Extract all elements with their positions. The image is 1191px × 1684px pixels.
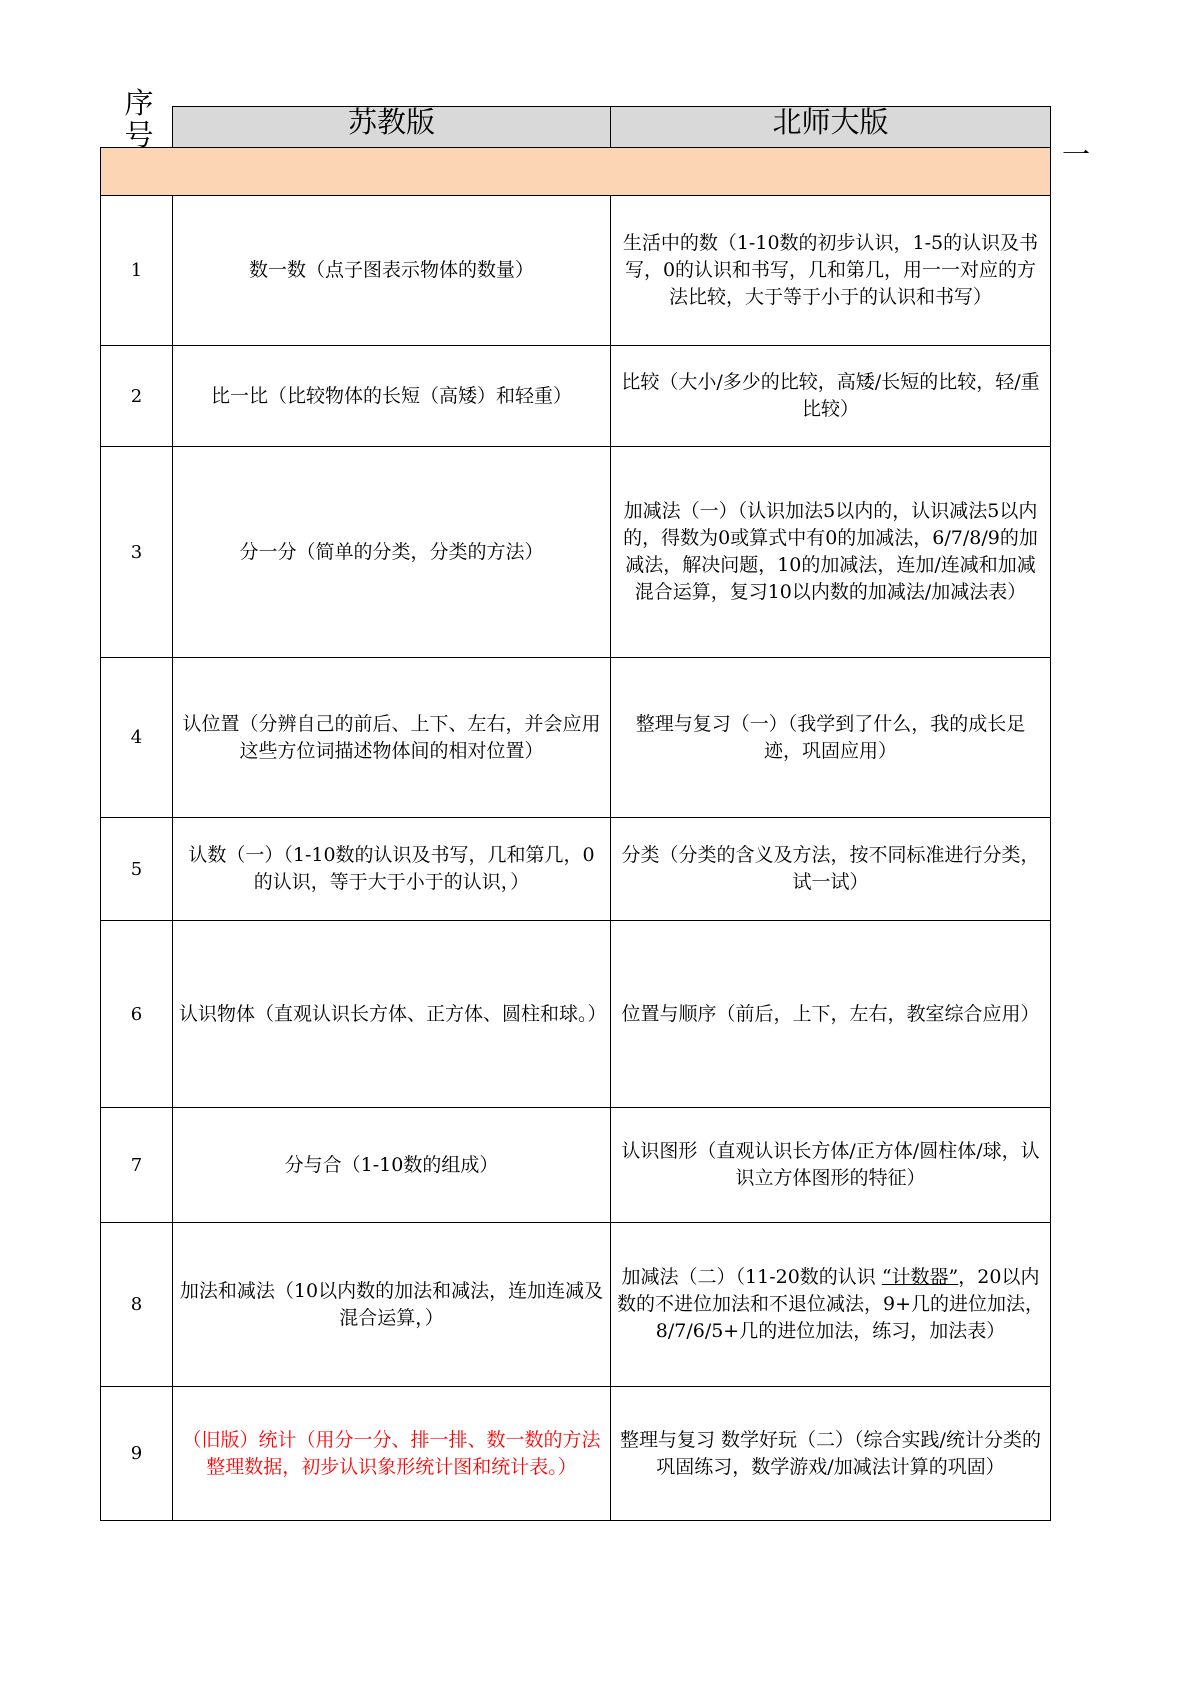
sujiao-cell: 认识物体（直观认识长方体、正方体、圆柱和球。） xyxy=(173,921,611,1108)
row-number: 2 xyxy=(101,346,173,447)
header-row xyxy=(101,107,1051,148)
beishida-text-a: 加减法（二）（11-20数的认识 xyxy=(621,1266,882,1288)
section-band xyxy=(101,148,1051,196)
counter-term: “计数器” xyxy=(881,1266,959,1288)
sujiao-cell: 分一分（简单的分类，分类的方法） xyxy=(173,447,611,658)
row-number: 8 xyxy=(101,1223,173,1387)
row-number: 5 xyxy=(101,818,173,921)
section-band-row xyxy=(101,148,1051,196)
sujiao-cell: 加法和减法（10以内数的加法和减法，连加连减及混合运算，） xyxy=(173,1223,611,1387)
table-row xyxy=(101,921,1051,1108)
table-row xyxy=(101,1223,1051,1387)
row-number: 6 xyxy=(101,921,173,1108)
sujiao-cell: 数一数（点子图表示物体的数量） xyxy=(173,196,611,346)
row-number: 9 xyxy=(101,1387,173,1521)
row-number: 7 xyxy=(101,1108,173,1223)
table-row xyxy=(101,346,1051,447)
table-row xyxy=(101,658,1051,818)
curriculum-comparison-table xyxy=(100,85,1051,1521)
table-row xyxy=(101,1387,1051,1521)
beishida-cell: 整理与复习（一）（我学到了什么，我的成长足迹，巩固应用） xyxy=(611,658,1051,818)
beishida-cell: 加减法（一）（认识加法5以内的，认识减法5以内的，得数为0或算式中有0的加减法，6/7/8/9的加减法，解决问题，10的加减法，连加/连减和加减混合运算，复习10以内数的加减法/加减法表） xyxy=(611,447,1051,658)
header-seq-label: 序号 xyxy=(124,85,154,152)
header-beishida: 北师大版 xyxy=(611,107,1051,148)
header-seq-cell xyxy=(101,85,173,152)
sujiao-cell: 分与合（1-10数的组成） xyxy=(173,1108,611,1223)
sujiao-cell-highlighted: （旧版）统计（用分一分、排一排、数一数的方法整理数据，初步认识象形统计图和统计表。） xyxy=(173,1387,611,1521)
table-row xyxy=(101,447,1051,658)
table-row xyxy=(101,196,1051,346)
row-number: 4 xyxy=(101,658,173,818)
table-row xyxy=(101,1108,1051,1223)
beishida-cell: 整理与复习 数学好玩（二）（综合实践/统计分类的巩固练习，数学游戏/加减法计算的巩固） xyxy=(611,1387,1051,1521)
beishida-cell: 分类（分类的含义及方法，按不同标准进行分类，试一试） xyxy=(611,818,1051,921)
sujiao-cell: 认位置（分辨自己的前后、上下、左右，并会应用这些方位词描述物体间的相对位置） xyxy=(173,658,611,818)
sujiao-cell: 比一比（比较物体的长短（高矮）和轻重） xyxy=(173,346,611,447)
table-row xyxy=(101,818,1051,921)
beishida-cell: 比较（大小/多少的比较，高矮/长短的比较，轻/重比较） xyxy=(611,346,1051,447)
beishida-cell: 位置与顺序（前后，上下，左右，教室综合应用） xyxy=(611,921,1051,1108)
row-number: 1 xyxy=(101,196,173,346)
beishida-cell xyxy=(611,1223,1051,1387)
sujiao-cell: 认数（一）（1-10数的认识及书写，几和第几，0的认识，等于大于小于的认识，） xyxy=(173,818,611,921)
beishida-cell: 认识图形（直观认识长方体/正方体/圆柱体/球，认识立方体图形的特征） xyxy=(611,1108,1051,1223)
header-sujiao: 苏教版 xyxy=(173,107,611,148)
beishida-text-c: ，20以内数的不进位加法和不退位减法，9+几的进位加法，8/7/6/5+几的进位加法，练习，加法表） xyxy=(617,1266,1045,1342)
stray-character: 一 xyxy=(1062,138,1091,171)
row-number: 3 xyxy=(101,447,173,658)
beishida-cell: 生活中的数（1-10数的初步认识，1-5的认识及书写，0的认识和书写，几和第几，用一一对应的方法比较，大于等于小于的认识和书写） xyxy=(611,196,1051,346)
